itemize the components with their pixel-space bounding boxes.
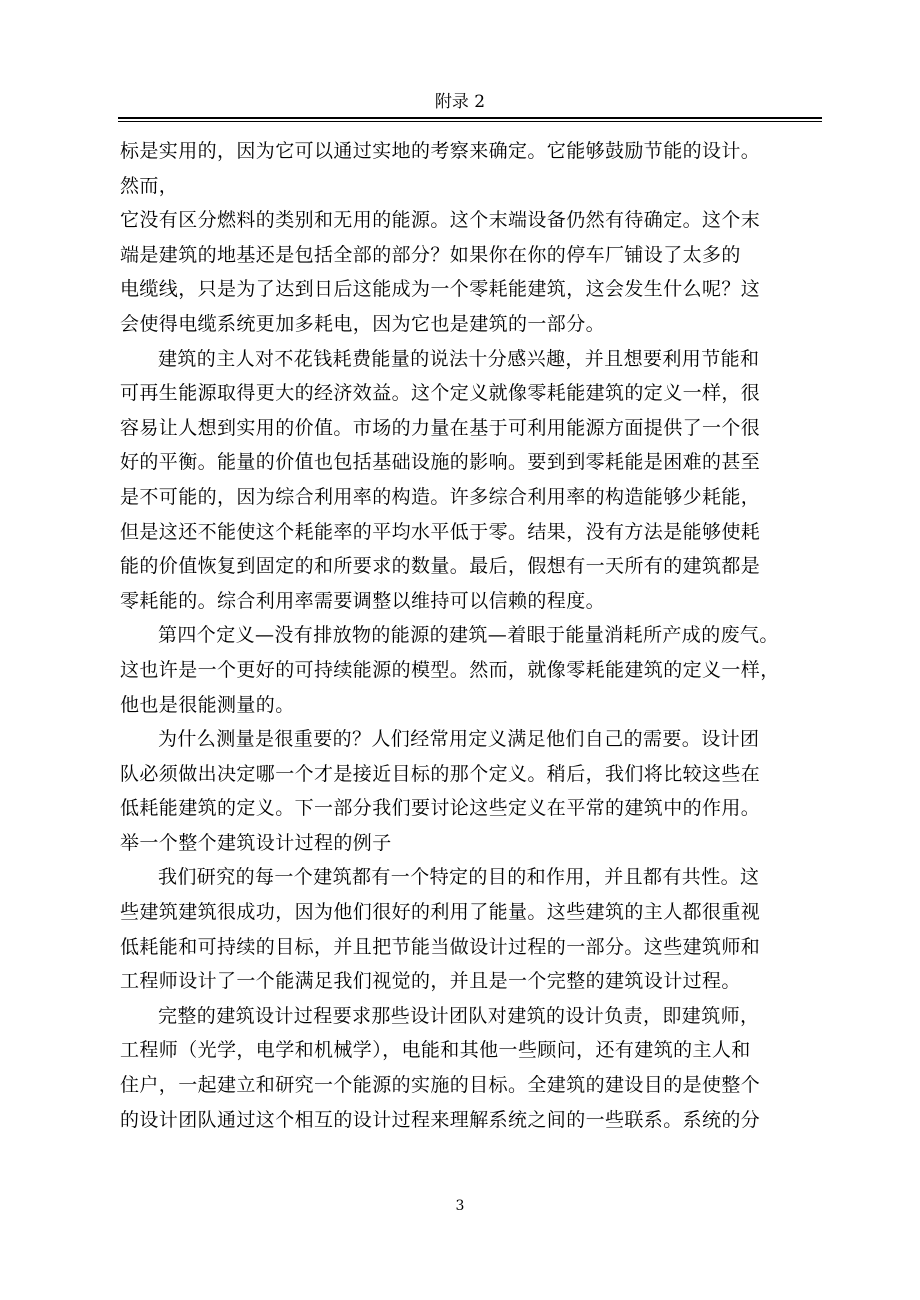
text-line: 工程师设计了一个能满足我们视觉的，并且是一个完整的建筑设计过程。: [120, 970, 741, 993]
paragraph-first-line: 完整的建筑设计过程要求那些设计团队对建筑的设计负责，即建筑师，: [158, 1004, 760, 1027]
text-line: 它没有区分燃料的类别和无用的能源。这个末端设备仍然有待确定。这个末: [120, 209, 761, 232]
paragraph-first-line: 建筑的主人对不花钱耗费能量的说法十分感兴趣，并且想要利用节能和: [158, 347, 760, 370]
header-rule-thin: [118, 121, 822, 122]
header-rule-thick: [118, 117, 822, 119]
text-line: 是不可能的，因为综合利用率的构造。许多综合利用率的构造能够少耗能，: [120, 485, 761, 508]
paragraph-first-line: 我们研究的每一个建筑都有一个特定的目的和作用，并且都有共性。这: [158, 866, 760, 889]
text-line: 的设计团队通过这个相互的设计过程来理解系统之间的一些联系。系统的分: [120, 1108, 761, 1131]
text-line: 好的平衡。能量的价值也包括基础设施的影响。要到到零耗能是困难的甚至: [120, 451, 761, 474]
text-line: 这也许是一个更好的可持续能源的模型。然而，就像零耗能建筑的定义一样，: [120, 658, 780, 681]
text-line: 低耗能和可持续的目标，并且把节能当做设计过程的一部分。这些建筑师和: [120, 935, 761, 958]
text-line: 容易让人想到实用的价值。市场的力量在基于可利用能源方面提供了一个很: [120, 416, 761, 439]
page-header-title: 附录 2: [434, 92, 486, 112]
text-line: 会使得电缆系统更加多耗电，因为它也是建筑的一部分。: [120, 312, 606, 335]
paragraph-first-line: 为什么测量是很重要的？人们经常用定义满足他们自己的需要。设计团: [158, 728, 760, 751]
body-text: [120, 134, 840, 1137]
section-heading: 举一个整个建筑设计过程的例子: [120, 831, 392, 854]
text-line: 电缆线，只是为了达到日后这能成为一个零耗能建筑，这会发生什么呢？这: [120, 278, 761, 301]
text-line: 队必须做出决定哪一个才是接近目标的那个定义。稍后，我们将比较这些在: [120, 762, 761, 785]
text-line: 工程师（光学，电学和机械学），电能和其他一些顾问，还有建筑的主人和: [120, 1039, 751, 1062]
text-line: 些建筑建筑很成功，因为他们很好的利用了能量。这些建筑的主人都很重视: [120, 901, 761, 924]
text-line: 标是实用的，因为它可以通过实地的考察来确定。它能够鼓励节能的设计。: [120, 140, 761, 162]
text-line: 他也是很能测量的。: [120, 693, 295, 716]
paragraph-first-line: 第四个定义—没有排放物的能源的建筑—着眼于能量消耗所产成的废气。: [158, 624, 779, 647]
text-line: 零耗能的。综合利用率需要调整以维持可以信赖的程度。: [120, 589, 606, 612]
text-line: 然而，: [120, 174, 179, 197]
text-line: 端是建筑的地基还是包括全部的部分？如果你在你的停车厂铺设了太多的: [120, 243, 741, 266]
text-line: 但是这还不能使这个耗能率的平均水平低于零。结果，没有方法是能够使耗: [120, 520, 761, 543]
text-line: 可再生能源取得更大的经济效益。这个定义就像零耗能建筑的定义一样，很: [120, 382, 761, 405]
page-number: 3: [455, 1198, 465, 1214]
text-line: 住户，一起建立和研究一个能源的实施的目标。全建筑的建设目的是使整个: [120, 1074, 761, 1097]
text-line: 能的价值恢复到固定的和所要求的数量。最后，假想有一天所有的建筑都是: [120, 555, 761, 578]
text-line: 低耗能建筑的定义。下一部分我们要讨论这些定义在平常的建筑中的作用。: [120, 797, 761, 820]
